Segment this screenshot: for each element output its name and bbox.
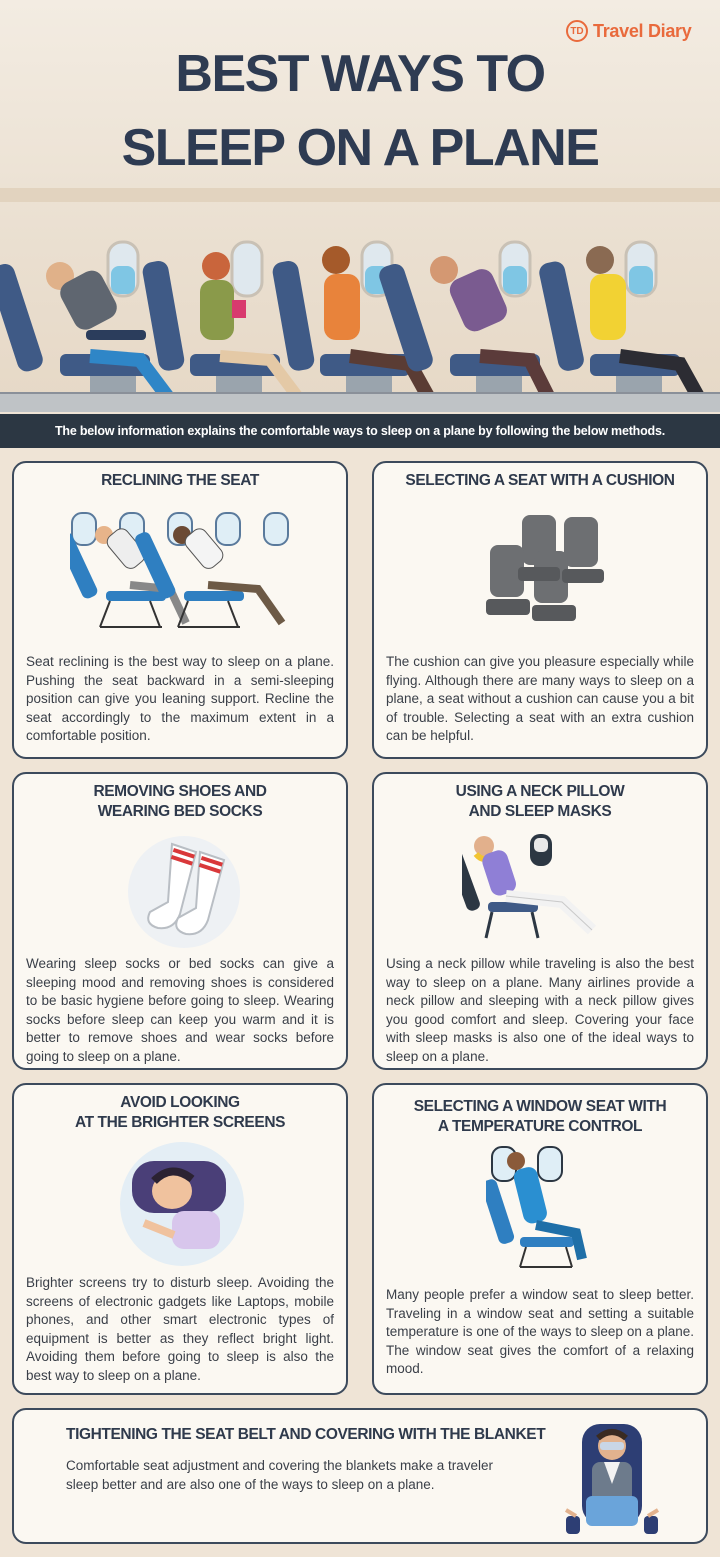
- brand-logo[interactable]: [566, 20, 691, 42]
- socks-icon: [124, 832, 244, 952]
- window-seat-icon: [486, 1141, 596, 1271]
- hero-banner: [0, 0, 720, 412]
- card-body: Many people prefer a window seat to sleep better. Traveling in a window seat and setting a suitable temperature is one of the ways to sleep on a plane. The window seat gives the comfort of a relaxing mood.: [386, 1287, 694, 1377]
- neck-pillow-icon: [462, 826, 622, 944]
- logo-mark-icon: TD: [566, 20, 588, 42]
- card-title-line2: A TEMPERATURE CONTROL: [437, 1118, 643, 1135]
- card-reclining-seat: [12, 461, 348, 759]
- card-body: Wearing sleep socks or bed socks can give a sleeping mood and removing shoes is considered to be basic hygiene before going to sleep. Wearing socks before sleep can keep you warm and it is better to remove shoes and wear socks before going to sleep on a plane.: [26, 956, 334, 1064]
- card-seat-cushion: [372, 461, 708, 759]
- card-title-line2: WEARING BED SOCKS: [97, 803, 263, 820]
- card-body: Brighter screens try to disturb sleep. Avoiding the screens of electronic gadgets like Laptops, mobile phones, and other smart electronic types of equipment is better as they reflect bright light. Avoiding them before going to sleep is also the best way to sleep on a plane.: [26, 1275, 334, 1383]
- card-title-line1: REMOVING SHOES AND: [93, 783, 267, 800]
- card-seat-belt-blanket: [12, 1408, 708, 1544]
- seat-belt-blanket-icon: [562, 1420, 662, 1536]
- card-window-seat: [372, 1083, 708, 1395]
- cabin-passengers-icon: [0, 200, 720, 400]
- card-bed-socks: [12, 772, 348, 1070]
- brand-name: Travel Diary: [593, 20, 692, 41]
- page-title-line1: BEST WAYS TO: [175, 45, 545, 103]
- card-body: Using a neck pillow while traveling is also the best way to sleep on a plane. Many airlines provide a neck pillow and sleeping with a neck pillow gives you good comfort and sleep. Covering your face with sleep masks is also one of the ideal ways to sleep on a plane.: [386, 956, 694, 1064]
- page-title-line2: SLEEP ON A PLANE: [121, 119, 599, 177]
- card-title: TIGHTENING THE SEAT BELT AND COVERING WITH THE BLANKET: [66, 1426, 546, 1443]
- card-title-line1: USING A NECK PILLOW: [455, 783, 625, 800]
- sleeping-person-icon: [114, 1141, 250, 1267]
- card-title-line1: AVOID LOOKING: [120, 1094, 240, 1111]
- card-bright-screens: [12, 1083, 348, 1395]
- cushioned-seats-icon: [482, 507, 612, 637]
- card-body: Seat reclining is the best way to sleep on a plane. Pushing the seat backward in a semi-sleeping position can give you leaning support. Recline the seat accordingly to the maximum extent in a comfortable position.: [26, 654, 334, 744]
- card-title-line2: AND SLEEP MASKS: [468, 803, 612, 820]
- card-body: The cushion can give you pleasure especially while flying. Although there are many ways to sleep on a plane, a seat without a cushion can cause you a bit of trouble. Selecting a seat with an extra cushion can be helpful.: [386, 654, 694, 744]
- card-title-line2: AT THE BRIGHTER SCREENS: [74, 1114, 286, 1131]
- card-title: RECLINING THE SEAT: [101, 472, 259, 489]
- reclined-passengers-icon: [70, 505, 300, 635]
- cabin-floor: [0, 394, 720, 412]
- card-title-line1: SELECTING A WINDOW SEAT WITH: [413, 1098, 667, 1115]
- card-body: Comfortable seat adjustment and covering the blankets make a traveler sleep better and are also one of the ways to sleep on a plane.: [66, 1458, 493, 1492]
- card-title: SELECTING A SEAT WITH A CUSHION: [405, 472, 675, 489]
- card-neck-pillow: [372, 772, 708, 1070]
- intro-banner: The below information explains the comfortable ways to sleep on a plane by following the below methods.: [0, 414, 720, 448]
